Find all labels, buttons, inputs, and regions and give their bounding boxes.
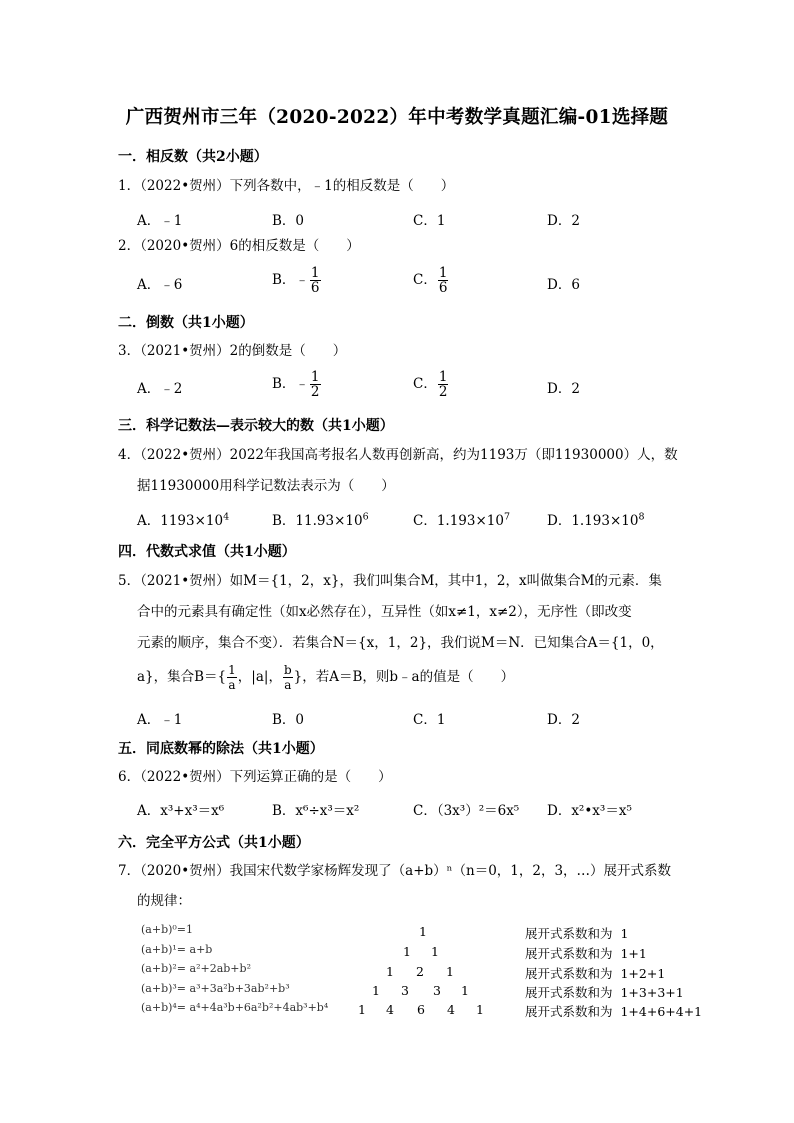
exponent: 6: [362, 511, 369, 523]
fraction-numerator: b: [283, 663, 292, 677]
question-5-option-d: D．2: [547, 712, 580, 728]
exponent: 4: [223, 511, 230, 523]
question-5-line-3: 元素的顺序，集合不变）．若集合N＝{x，1，2}，我们说M＝N．已知集合A＝{1，0，: [137, 635, 664, 651]
sum-value: 1+2+1: [620, 966, 666, 981]
coefficient: 6: [417, 1002, 425, 1017]
question-7-line-1: 7．（2020•贺州）我国宋代数学家杨辉发现了（a+b）ⁿ（n＝0，1，2，3，…）展开式系数: [118, 863, 672, 879]
exponent: 8: [638, 511, 645, 523]
option-label: B．﹣: [272, 376, 309, 392]
coefficient: 1: [419, 924, 427, 939]
coefficient: 4: [386, 1002, 394, 1017]
question-3-option-d: D．2: [547, 381, 580, 397]
fraction-denominator: a: [284, 678, 292, 692]
question-1-option-a: A．﹣1: [137, 213, 183, 229]
coefficient-sum-row: [525, 924, 628, 942]
fraction-numerator: 1: [228, 663, 236, 677]
coefficient: 1: [372, 983, 380, 998]
expansion-formula: (a+b)¹= a+b: [141, 943, 213, 956]
fraction: [438, 370, 449, 399]
coefficient: 1: [461, 983, 469, 998]
question-5-line-4: [137, 660, 514, 694]
fraction: [310, 266, 321, 295]
page-title: 广西贺州市三年（2020-2022）年中考数学真题汇编-01选择题: [125, 107, 669, 128]
question-6-option-a: A．x³+x³＝x⁶: [137, 803, 225, 819]
question-1-option-b: B．0: [272, 213, 305, 229]
fraction-denominator: 6: [438, 280, 448, 296]
coefficient: 3: [401, 983, 409, 998]
fraction-denominator: a: [228, 678, 236, 692]
sum-value: 1+1: [620, 946, 647, 961]
question-4-line-1: 4．（2022•贺州）2022年我国高考报名人数再创新高，约为1193万（即11930000）人，数: [118, 447, 678, 463]
fraction-denominator: 2: [438, 384, 448, 400]
option-label: C．: [413, 376, 437, 392]
question-6-stem: 6．（2022•贺州）下列运算正确的是（ ）: [118, 769, 392, 785]
coefficient-sum-row: [525, 1002, 702, 1020]
sum-value: 1: [620, 926, 629, 941]
coefficient-sum-row: [525, 983, 684, 1001]
question-2-option-c: [413, 266, 449, 295]
section-heading-3: 三．科学记数法—表示较大的数（共1小题）: [118, 418, 394, 434]
sum-value: 1+4+6+4+1: [620, 1004, 703, 1019]
question-2-option-b: [272, 266, 322, 295]
fraction: [227, 663, 237, 692]
question-3-option-a: A．﹣2: [137, 381, 183, 397]
expansion-formula: (a+b)²= a²+2ab+b²: [141, 962, 251, 975]
text-segment: ，|a|，: [237, 669, 282, 685]
sum-label: 展开式系数和为: [525, 1004, 613, 1019]
coefficient: 1: [446, 964, 454, 979]
expansion-formula: (a+b)⁰=1: [141, 923, 194, 936]
question-5-line-2: 合中的元素具有确定性（如x必然存在），互异性（如x≠1，x≠2），无序性（即改变: [137, 604, 632, 620]
fraction-numerator: 1: [438, 369, 448, 385]
question-2-option-a: A．﹣6: [137, 277, 183, 293]
section-heading-4: 四．代数式求值（共1小题）: [118, 544, 296, 560]
fraction-denominator: 2: [310, 384, 320, 400]
option-label: B．﹣: [272, 272, 309, 288]
text-segment: }，若A＝B，则b﹣a的值是（ ）: [293, 669, 515, 685]
section-heading-5: 五．同底数幂的除法（共1小题）: [118, 741, 324, 757]
expansion-formula: (a+b)⁴= a⁴+4a³b+6a²b²+4ab³+b⁴: [141, 1001, 329, 1014]
question-2-option-d: D．6: [547, 277, 580, 293]
coefficient-sum-row: [525, 964, 665, 982]
sum-label: 展开式系数和为: [525, 946, 613, 961]
question-4-option-d: [547, 509, 645, 529]
question-3-option-b: [272, 370, 322, 399]
question-4-option-b: [272, 509, 369, 529]
fraction-numerator: 1: [310, 265, 320, 281]
coefficient: 1: [431, 944, 439, 959]
question-2-stem: 2．（2020•贺州）6的相反数是（ ）: [118, 238, 360, 254]
sum-label: 展开式系数和为: [525, 926, 613, 941]
option-text: D．1.193×10: [547, 513, 639, 529]
question-6-option-d: D．x²•x³＝x⁵: [547, 803, 632, 819]
expansion-formula: (a+b)³= a³+3a²b+3ab²+b³: [141, 982, 290, 995]
coefficient: 2: [416, 964, 424, 979]
exponent: 7: [503, 511, 511, 523]
coefficient: 4: [447, 1002, 455, 1017]
section-heading-2: 二．倒数（共1小题）: [118, 315, 254, 331]
question-6-option-b: B．x⁶÷x³＝x²: [272, 803, 360, 819]
question-1-option-d: D．2: [547, 213, 580, 229]
question-4-line-2: 据11930000用科学记数法表示为（ ）: [137, 478, 395, 494]
question-7-line-2: 的规律：: [137, 893, 191, 909]
fraction-numerator: 1: [438, 265, 448, 281]
coefficient: 1: [403, 944, 411, 959]
question-4-option-a: [137, 509, 229, 529]
text-segment: a}，集合B＝{: [137, 669, 227, 685]
question-5-option-b: B．0: [272, 712, 305, 728]
fraction: [283, 663, 293, 692]
sum-label: 展开式系数和为: [525, 966, 613, 981]
sum-label: 展开式系数和为: [525, 985, 613, 1000]
fraction: [438, 266, 449, 295]
coefficient: 1: [358, 1002, 366, 1017]
option-text: B．11.93×10: [272, 513, 363, 529]
section-heading-1: 一．相反数（共2小题）: [118, 149, 268, 165]
option-text: C．1.193×10: [413, 513, 504, 529]
coefficient: 1: [476, 1002, 484, 1017]
sum-value: 1+3+3+1: [620, 985, 684, 1000]
fraction: [310, 370, 321, 399]
option-label: C．: [413, 272, 437, 288]
coefficient: 1: [386, 964, 394, 979]
coefficient: 3: [433, 983, 441, 998]
fraction-denominator: 6: [310, 280, 320, 296]
question-5-line-1: 5．（2021•贺州）如M＝{1，2，x}，我们叫集合M，其中1，2，x叫做集合M的元素．集: [118, 573, 662, 589]
question-3-option-c: [413, 370, 449, 399]
question-3-stem: 3．（2021•贺州）2的倒数是（ ）: [118, 343, 347, 359]
question-5-option-c: C．1: [413, 712, 446, 728]
question-4-option-c: [413, 509, 510, 529]
option-text: A．1193×10: [137, 513, 224, 529]
fraction-numerator: 1: [310, 369, 320, 385]
coefficient-sum-row: [525, 944, 647, 962]
question-6-option-c: C．（3x³）²＝6x⁵: [413, 803, 520, 819]
question-1-option-c: C．1: [413, 213, 446, 229]
question-5-option-a: A．﹣1: [137, 712, 183, 728]
question-1-stem: 1．（2022•贺州）下列各数中，﹣1的相反数是（ ）: [118, 178, 455, 194]
section-heading-6: 六．完全平方公式（共1小题）: [118, 835, 310, 851]
